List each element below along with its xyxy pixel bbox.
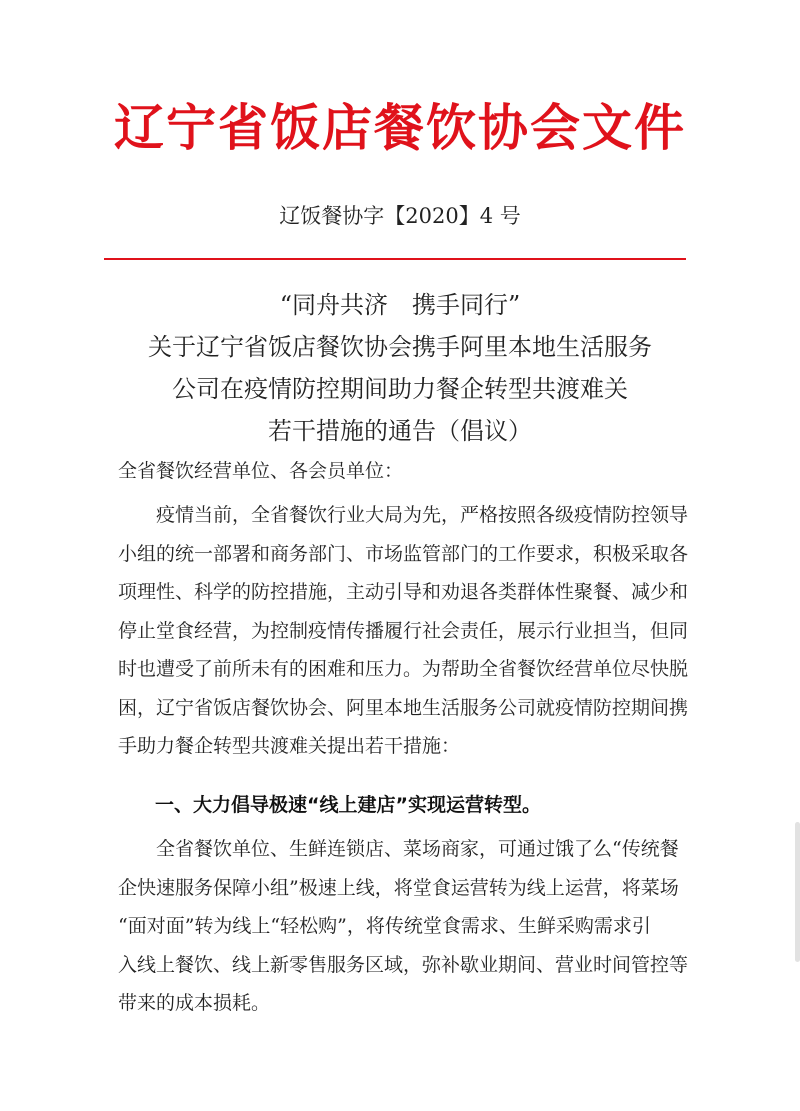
paragraph-line: 带来的成本损耗。 bbox=[118, 992, 271, 1014]
paragraph-line: 项理性、科学的防控措施，主动引导和劝退各类群体性聚餐、减少和 bbox=[118, 581, 689, 603]
paragraph-line: 停止堂食经营，为控制疫情传播履行社会责任，展示行业担当，但同 bbox=[118, 619, 689, 642]
org-header-title: 辽宁省饭店餐饮协会文件 bbox=[114, 99, 686, 157]
paragraph-line: 困，辽宁省饭店餐饮协会、阿里本地生活服务公司就疫情防控期间携 bbox=[118, 696, 689, 719]
paragraph-line: 时也遭受了前所未有的困难和压力。为帮助全省餐饮经营单位尽快脱 bbox=[118, 658, 689, 680]
title-line: 公司在疫情防控期间助力餐企转型共渡难关 bbox=[172, 375, 628, 403]
salutation: 全省餐饮经营单位、各会员单位： bbox=[118, 460, 404, 482]
document-title bbox=[0, 284, 800, 452]
paragraph-line: 入线上餐饮、线上新零售服务区域，弥补歇业期间、营业时间管控等 bbox=[118, 953, 689, 976]
paragraph-line: 企快速服务保障小组”极速上线，将堂食运营转为线上运营，将菜场 bbox=[118, 876, 679, 899]
scrollbar[interactable] bbox=[795, 822, 800, 962]
paragraph-section1 bbox=[118, 830, 689, 1023]
red-divider bbox=[104, 258, 686, 260]
paragraph-line: 疫情当前，全省餐饮行业大局为先，严格按照各级疫情防控领导 bbox=[156, 504, 689, 526]
title-line: 关于辽宁省饭店餐饮协会携手阿里本地生活服务 bbox=[148, 333, 652, 361]
paragraph-line: “面对面”转为线上“轻松购”，将传统堂食需求、生鲜采购需求引 bbox=[118, 915, 651, 937]
document-number: 辽饭餐协字【2020】4 号 bbox=[279, 204, 521, 228]
paragraph-line: 小组的统一部署和商务部门、市场监管部门的工作要求，积极采取各 bbox=[118, 542, 689, 565]
paragraph-line: 全省餐饮单位、生鲜连锁店、菜场商家，可通过饿了么“传统餐 bbox=[156, 838, 679, 860]
section-heading: 一、大力倡导极速“线上建店”实现运营转型。 bbox=[155, 794, 541, 816]
title-line: “同舟共济 携手同行” bbox=[279, 291, 521, 319]
title-line: 若干措施的通告（倡议） bbox=[268, 417, 532, 445]
paragraph-intro bbox=[118, 496, 689, 766]
paragraph-line: 手助力餐企转型共渡难关提出若干措施： bbox=[118, 735, 461, 757]
